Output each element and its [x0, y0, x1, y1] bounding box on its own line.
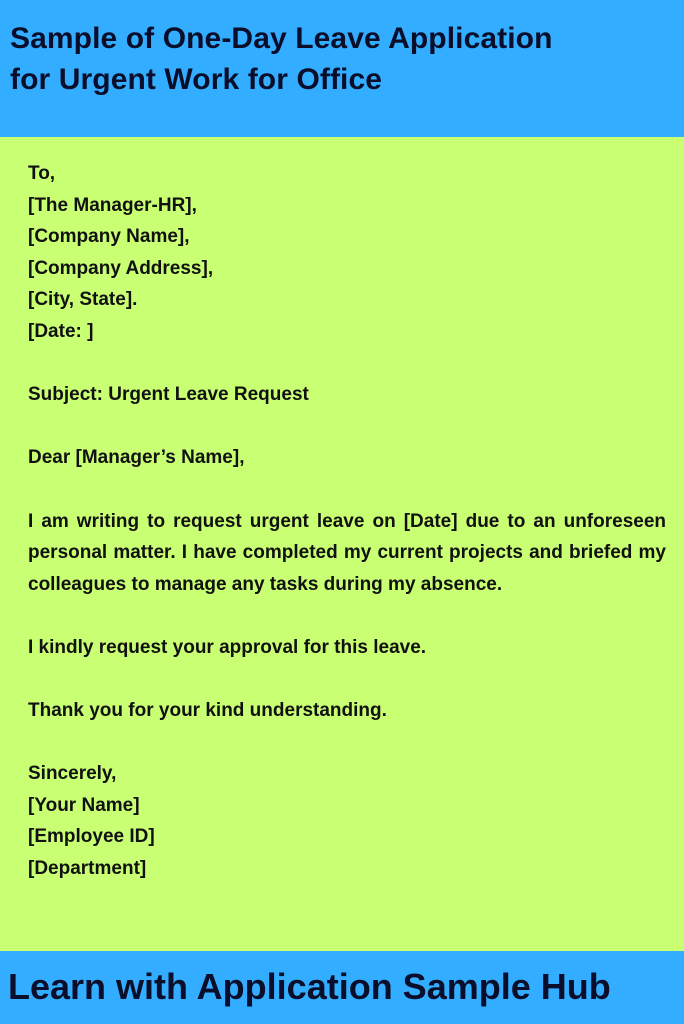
letter-body — [0, 137, 684, 951]
spacer — [28, 664, 666, 696]
page-title-line-2: for Urgent Work for Office — [10, 63, 383, 96]
title-banner — [0, 0, 684, 137]
address-line-company-name: [Company Name], — [28, 226, 190, 248]
address-line-company-address: [Company Address], — [28, 257, 214, 279]
recipient-address-block — [28, 158, 666, 348]
address-line-manager: [The Manager-HR], — [28, 194, 197, 216]
spacer — [28, 348, 666, 380]
body-paragraph-request: I am writing to request urgent leave on [Date] due to an unforeseen personal matter. I have completed my current projects and briefed my colleagues to manage any tasks during my absence. — [28, 510, 666, 595]
body-paragraph-approval: I kindly request your approval for this leave. — [28, 636, 427, 658]
address-line-to: To, — [28, 163, 56, 184]
salutation: Dear [Manager’s Name], — [28, 447, 245, 469]
address-line-city-state: [City, State]. — [28, 289, 138, 311]
signature-employee-id: [Employee ID] — [28, 826, 155, 848]
signature-name: [Your Name] — [28, 794, 140, 816]
closing: Sincerely, — [28, 763, 117, 785]
spacer — [28, 474, 666, 506]
spacer — [28, 411, 666, 443]
footer-banner — [0, 951, 684, 1024]
spacer — [28, 727, 666, 759]
subject-line: Subject: Urgent Leave Request — [28, 384, 309, 406]
body-paragraph-thanks: Thank you for your kind understanding. — [28, 700, 387, 722]
footer-text: Learn with Application Sample Hub — [8, 966, 611, 1007]
page-title-line-1: Sample of One-Day Leave Application — [10, 22, 553, 55]
signature-department: [Department] — [28, 858, 147, 880]
address-line-date: [Date: ] — [28, 320, 94, 342]
page-title — [10, 18, 674, 100]
spacer — [28, 600, 666, 632]
signature-block — [28, 758, 666, 884]
